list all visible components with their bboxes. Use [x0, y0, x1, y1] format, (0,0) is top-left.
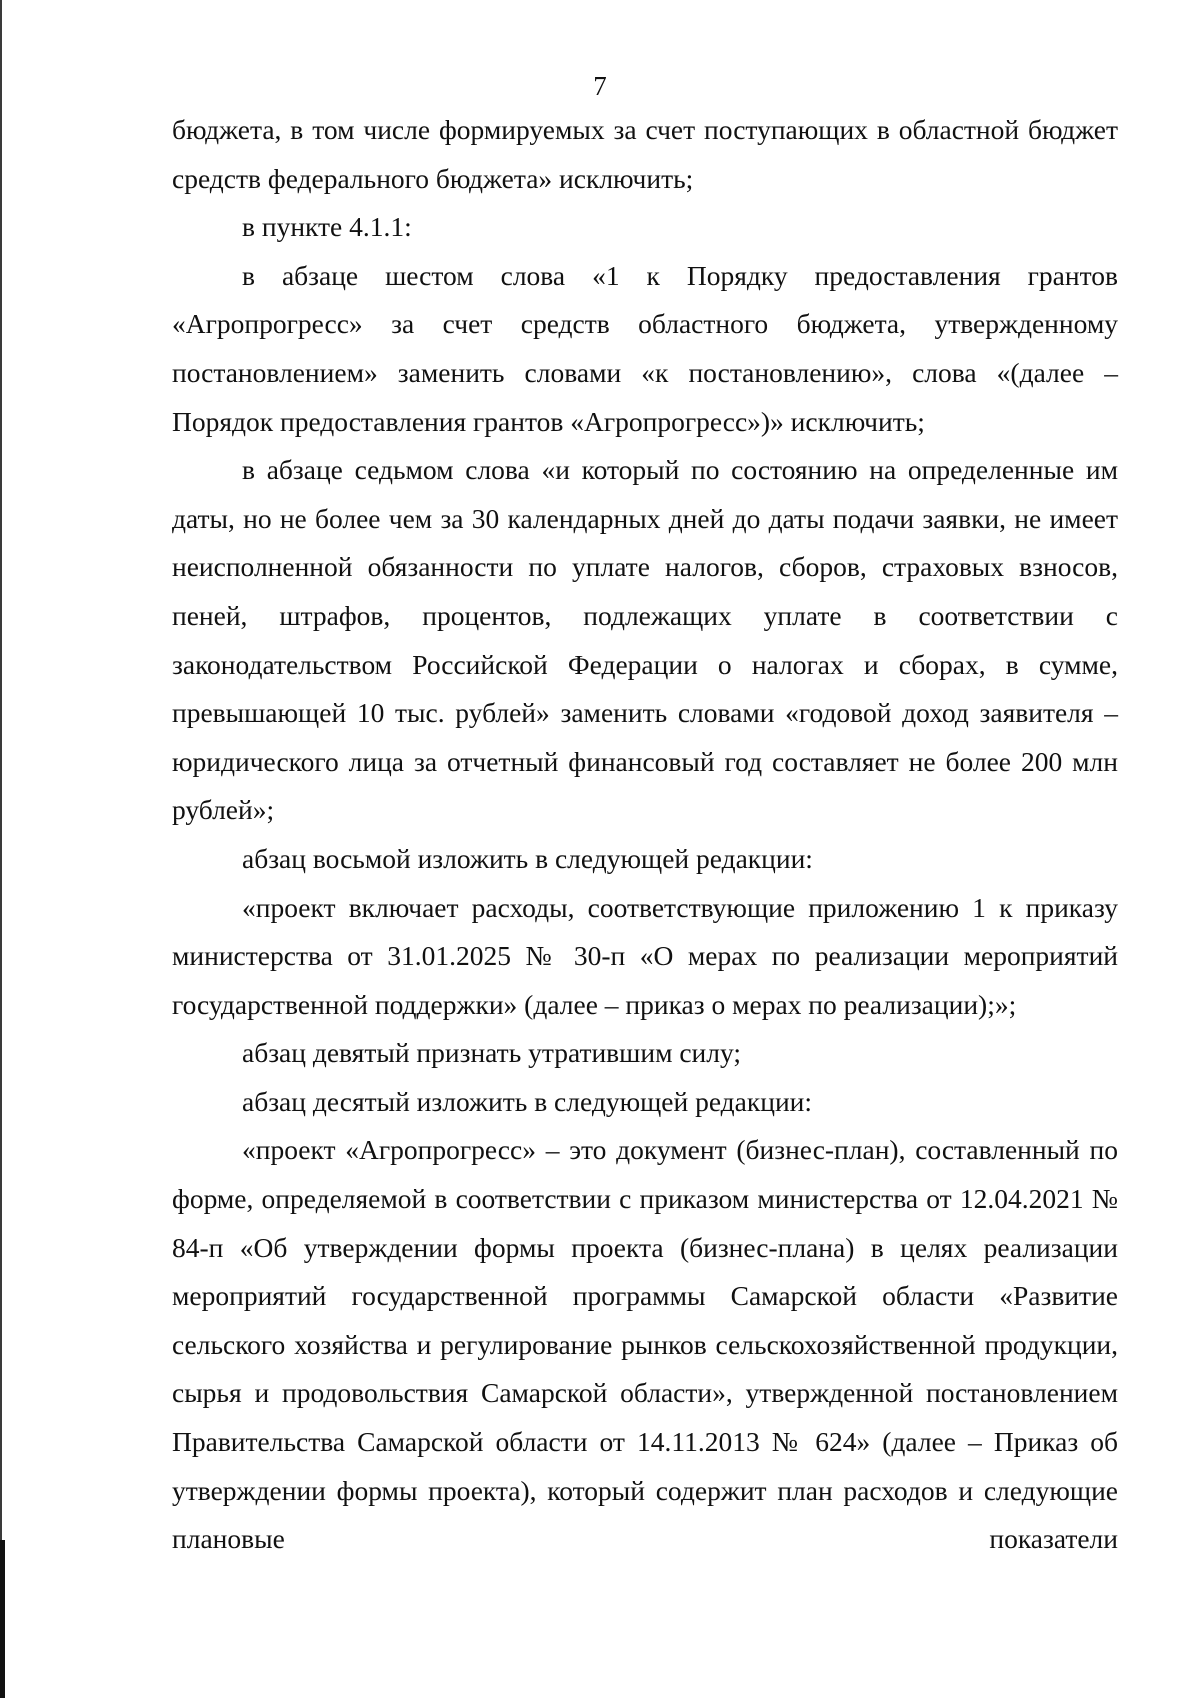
paragraph-ninth-abzac: абзац девятый признать утратившим силу; — [242, 1037, 742, 1069]
paragraph-clause-4-1-1: в пункте 4.1.1: — [242, 211, 412, 243]
page-number: 7 — [593, 71, 607, 101]
paragraph-eighth-abzac-intro: абзац восьмой изложить в следующей редакции: — [242, 842, 813, 874]
document-body — [172, 106, 1118, 1564]
paragraph-budget-continuation: бюджета, в том числе формируемых за счет поступающих в областной бюджет средств федерального бюджета» исключить; — [172, 114, 1118, 194]
paragraph-tenth-abzac-intro: абзац десятый изложить в следующей редакции: — [242, 1085, 813, 1117]
paragraph-eighth-abzac-text: «проект включает расходы, соответствующие приложению 1 к приказу министерства от 31.01.2025 № 30-п «О мерах по реализации мероприятий государственной поддержки» (далее – приказ о мерах по реализации);»; — [172, 891, 1118, 1020]
scan-edge-shadow — [0, 1540, 5, 1698]
paragraph-seventh-abzac: в абзаце седьмом слова «и который по состоянию на определенные им даты, но не более чем за 30 календарных дней до даты подачи заявки, не имеет неисполненной обязанности по уплате налогов, сборов, страховых взносов, пеней, штрафов, процентов, подлежащих уплате в соответствии с законодательством Российской Федерации о налогах и сборах, в сумме, превышающей 10 тыс. рублей» заменить словами «годовой доход заявителя – юридического лица за отчетный финансовый год составляет не более 200 млн рублей»; — [172, 454, 1118, 826]
paragraph-sixth-abzac: в абзаце шестом слова «1 к Порядку предоставления грантов «Агропрогресс» за счет средств областного бюджета, утвержденному постановлением» заменить словами «к постановлению», слова «(далее – Порядок предоставления грантов «Агропрогресс»)» исключить; — [172, 259, 1118, 437]
paragraph-tenth-abzac-text: «проект «Агропрогресс» – это документ (бизнес-план), составленный по форме, определяемой в соответствии с приказом министерства от 12.04.2021 № 84-п «Об утверждении формы проекта (бизнес-плана) в целях реализации мероприятий государственной программы Самарской области «Развитие сельского хозяйства и регулирование рынков сельскохозяйственной продукции, сырья и продовольствия Самарской области», утвержденной постановлением Правительства Самарской области от 14.11.2013 № 624» (далее – Приказ об утверждении формы проекта), который содержит план расходов и следующие плановые показатели — [172, 1134, 1118, 1555]
scan-edge-line — [0, 0, 2, 1698]
